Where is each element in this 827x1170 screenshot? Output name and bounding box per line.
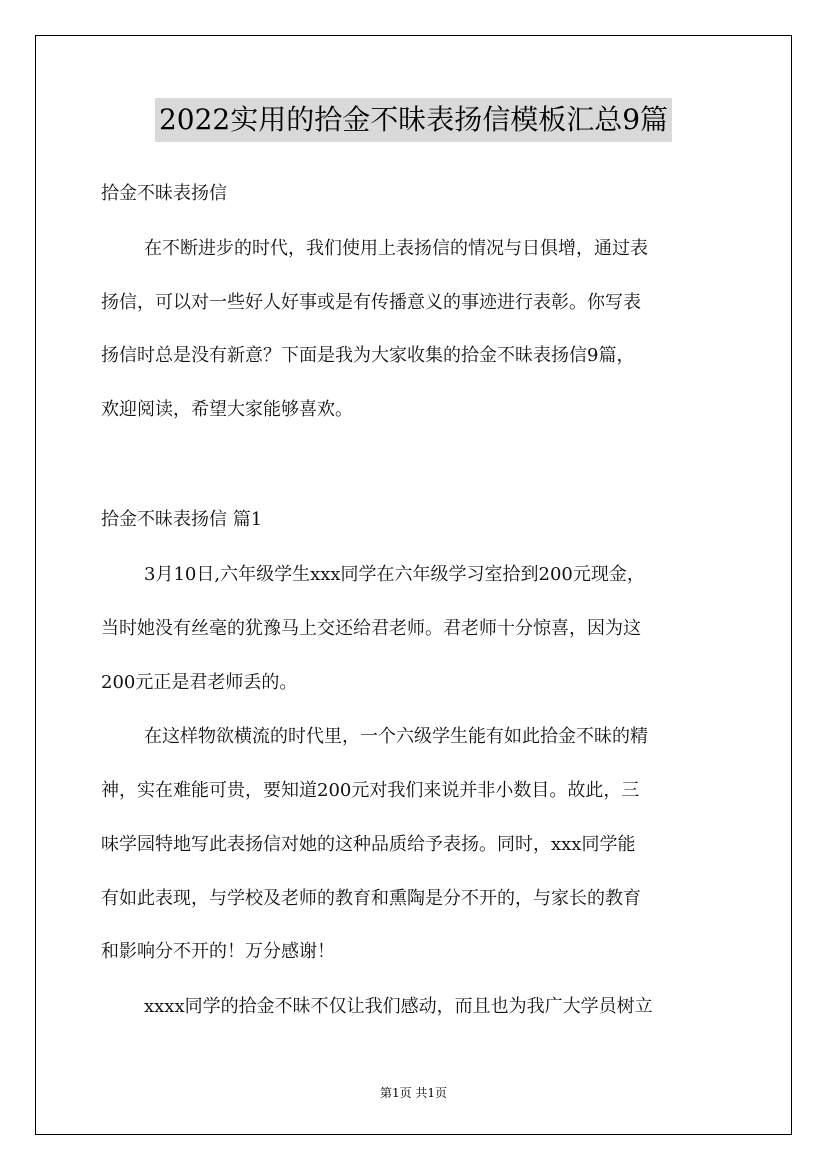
para2-line-2: 神，实在难能可贵，要知道200元对我们来说并非小数目。故此，三 [101,780,640,801]
page-footer: 第1页 共1页 [379,1086,448,1100]
intro-line-4: 欢迎阅读，希望大家能够喜欢。 [101,399,353,420]
para3-line-1: xxxx同学的拾金不昧不仅让我们感动，而且也为我广大学员树立 [144,996,653,1017]
para1-line-3: 200元正是君老师丢的。 [101,672,298,693]
section-heading: 拾金不昧表扬信 [101,183,227,204]
para2-line-4: 有如此表现，与学校及老师的教育和熏陶是分不开的，与家长的教育 [101,888,641,909]
article-heading: 拾金不昧表扬信 篇1 [101,509,263,530]
intro-line-2: 扬信，可以对一些好人好事或是有传播意义的事迹进行表彰。你写表 [101,292,641,313]
intro-line-1: 在不断进步的时代，我们使用上表扬信的情况与日俱增，通过表 [144,238,648,259]
para2-line-1: 在这样物欲横流的时代里，一个六级学生能有如此拾金不昧的精 [144,726,648,747]
para1-line-2: 当时她没有丝毫的犹豫马上交还给君老师。君老师十分惊喜，因为这 [101,618,641,639]
document-title: 2022实用的拾金不昧表扬信模板汇总9篇 [155,98,672,142]
para1-line-1: 3月10日,六年级学生xxx同学在六年级学习室拾到200元现金， [144,564,645,585]
para2-line-3: 味学园特地写此表扬信对她的这种品质给予表扬。同时，xxx同学能 [101,834,636,855]
intro-line-3: 扬信时总是没有新意？下面是我为大家收集的拾金不昧表扬信9篇， [101,345,635,366]
para2-line-5: 和影响分不开的！万分感谢！ [101,941,335,962]
